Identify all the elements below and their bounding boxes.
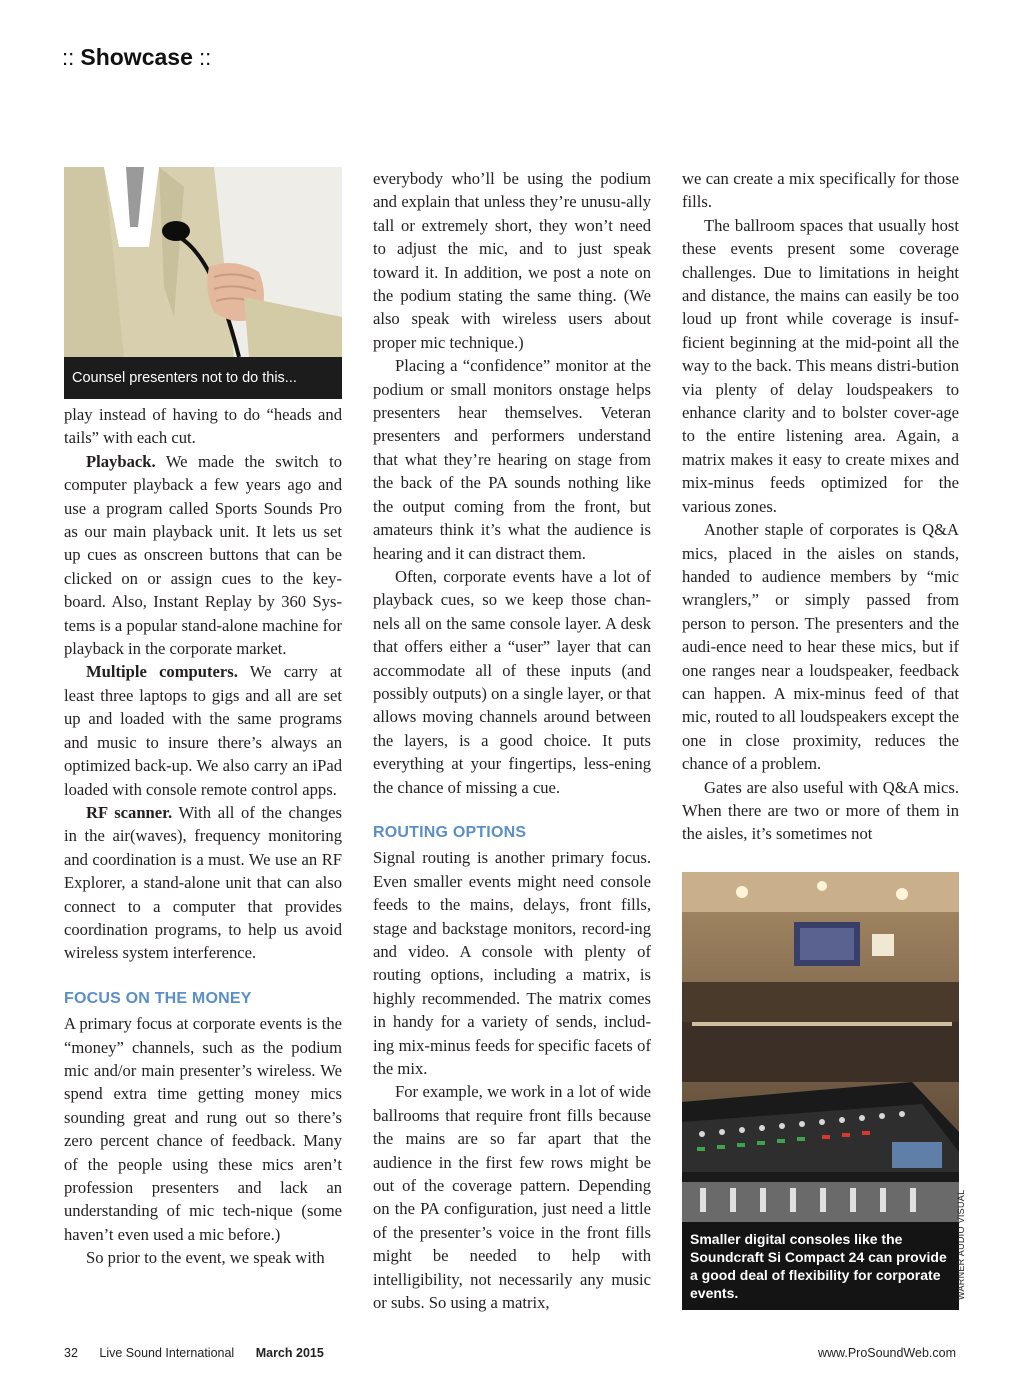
paragraph: Placing a “confidence” monitor at the podium or small monitors onstage helps presenters hear themselves. Veteran presenters and performers understand that what they’re hearing on stage from the back of the PA sounds nothing like the output coming from the front, but amateurs think it’s what the audience is hearing and it can distract them. [373, 356, 651, 563]
paragraph: Often, corporate events have a lot of playback cues, so we keep those chan-nels all on the same console layer. A desk that offers either a “user” layer that can accommodate all of these inputs (and possibly outputs) on a single layer, or that allows moving channels around between the layers, is a good choice. It puts everything at your fingertips, less-ening the chance of missing a cue. [373, 566, 651, 797]
subheading: FOCUS ON THE MONEY [64, 989, 252, 1007]
podium-mic-photo [64, 167, 342, 399]
paragraph [64, 450, 342, 661]
paragraph: we can create a mix specifically for those fills. [682, 169, 959, 212]
issue-date: March 2015 [255, 1346, 324, 1360]
run-in-head: Playback. [86, 451, 156, 471]
photo-caption: Smaller digital consoles like the Soundcraft Si Compact 24 can provide a good deal of flexibility for corporate events. [682, 1222, 959, 1310]
footer-left [64, 1346, 324, 1360]
paragraph: everybody who’ll be using the podium and explain that unless they’re unusu-ally tall or extremely short, they won’t need to adjust the mic, and to just speak toward it. In addition, we post a note on the podium stating the same thing. (We also speak with wireless users about proper mic technique.) [373, 169, 651, 352]
paragraph-text: With all of the changes in the air(waves), frequency monitoring and coordination is a must. We use an RF Explorer, a stand-alone unit that can also connect to a computer that provides coordination programs, to help us avoid wireless system interference. [64, 802, 342, 963]
publication-name: Live Sound International [99, 1346, 235, 1360]
paragraph-text: We carry at least three laptops to gigs and all are set up and loaded with the same programs and music to insure there’s always an optimized back-up. We also carry an iPad loaded with console remote control apps. [64, 662, 342, 799]
podium-mic-illustration [64, 167, 342, 357]
section-title: Showcase [80, 44, 193, 70]
column-2 [373, 167, 651, 1315]
paragraph: The ballroom spaces that usually host these events present some coverage challenges. Due to limitations in height and distance, the mains can easily be too loud up front while coverage is insuf-ficient beginning at the mid-point all the way to the back. This means distri-bution via plenty of delay loudspeakers to enhance clarity and to bolster cover-age to the entire listening area. Again, a matrix makes it easy to create mixes and mix-minus feeds optimized for the various zones. [682, 215, 959, 516]
console-photo [682, 872, 959, 1310]
paragraph: A primary focus at corporate events is the “money” channels, such as the podium mic and/or main presenter’s wireless. We spend extra time getting money mics sounding great and rung out so there’s zero percent chance of feedback. Many of the people using these mics aren’t profession presenters and lack an understanding of mic tech-nique (some haven’t even used a mic before.) [64, 1014, 342, 1244]
subheading: ROUTING OPTIONS [373, 823, 527, 841]
website-url: www.ProSoundWeb.com [817, 1346, 956, 1360]
photo-credit: WARNER AUDIO VISUAL [956, 1189, 966, 1300]
paragraph-text: We made the switch to computer playback a few years ago and use a program called Sports Sounds Pro as our main playback unit. It lets us set up cues as onscreen buttons that can be clicked on or assign cues to the key-board. Also, Instant Replay by 360 Sys-tems is a popular stand-alone machine for playback in the corporate market. [64, 451, 342, 659]
header-prefix: :: [62, 45, 75, 70]
run-in-head: RF scanner. [86, 802, 173, 822]
paragraph [64, 660, 342, 800]
column-1 [64, 167, 342, 1270]
paragraph [64, 801, 342, 965]
paragraph: Signal routing is another primary focus. Even smaller events might need console feeds to the mains, delays, front fills, stage and backstage monitors, record-ing and video. A console with plenty of routing options, including a matrix, is highly recommended. The matrix comes in handy for a variety of sends, includ-ing mix-minus feeds for specific facets of the mix. [373, 848, 651, 1079]
header-suffix: :: [198, 45, 212, 70]
paragraph: So prior to the event, we speak with [86, 1248, 325, 1268]
paragraph: Another staple of corporates is Q&A mics, placed in the aisles on stands, handed to audience members by “mic wranglers,” or simply passed from person to person. The presenters and the audi-ence need to hear these mics, but if one ranges near a loudspeaker, feedback can happen. A mix-minus feed of that mic, routed to all loudspeakers except the one in close proximity, reduces the chance of a problem. [682, 520, 959, 774]
paragraph: For example, we work in a lot of wide ballrooms that require front fills because the mains are so far apart that the audience in the first few rows might be out of the coverage pattern. Depending on the PA configuration, just need a little of the presenter’s voice in the front fills might be needed to help with intelligibility, not necessarily any music or subs. So using a matrix, [373, 1082, 651, 1313]
photo-caption: Counsel presenters not to do this... [64, 357, 342, 399]
paragraph: Gates are also useful with Q&A mics. When there are two or more of them in the aisles, it’s sometimes not [682, 777, 959, 844]
section-header [62, 44, 211, 71]
paragraph: play instead of having to do “heads and tails” with each cut. [64, 405, 342, 448]
page-number: 32 [64, 1346, 78, 1360]
run-in-head: Multiple computers. [86, 662, 238, 682]
column-3 [682, 167, 959, 846]
